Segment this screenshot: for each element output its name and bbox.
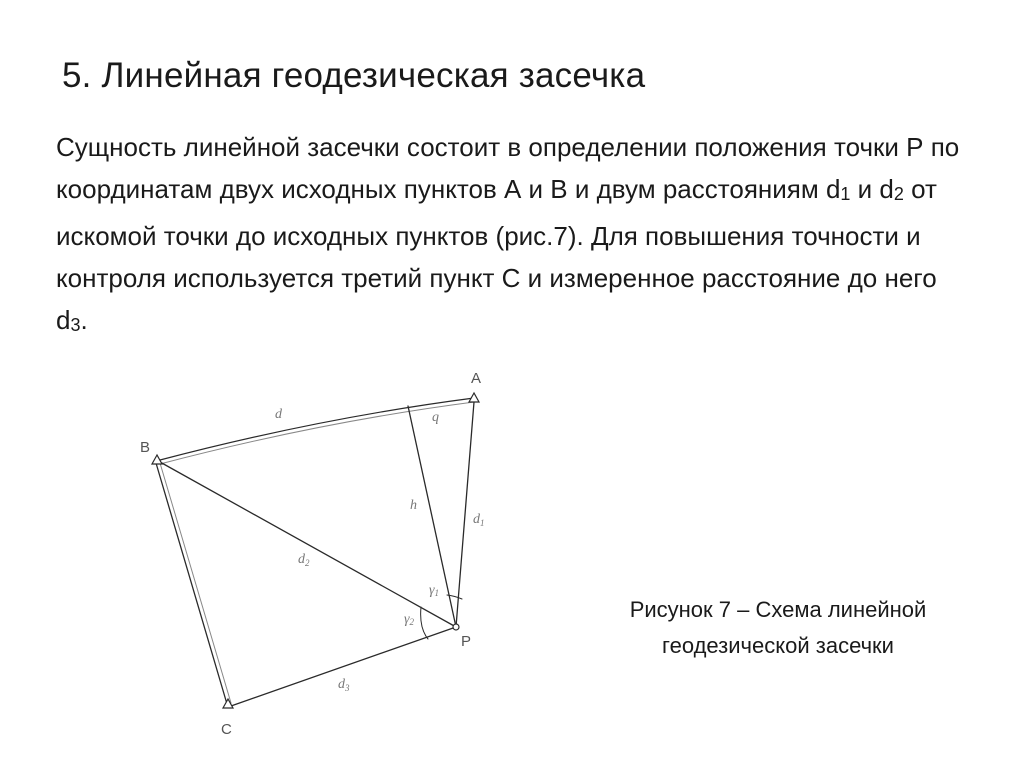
label-gamma1-sub: 1 xyxy=(434,588,440,598)
label-gamma2-sub: 2 xyxy=(409,617,415,627)
label-d3-sub: 3 xyxy=(345,683,350,693)
label-d2-letter: d xyxy=(298,552,305,567)
line-b-p xyxy=(160,462,456,627)
paragraph-part-1: Сущность линейной засечки состоит в определении положения точки Р по координатам двух исходных пунктов А и В и двум расстояниям d xyxy=(56,132,960,204)
line-c-p xyxy=(231,627,456,706)
label-gamma1-letter: γ xyxy=(429,583,435,598)
label-gamma2-letter: γ xyxy=(404,612,410,627)
label-point-b: B xyxy=(140,439,151,456)
label-point-p: P xyxy=(461,633,472,650)
arc-gamma2 xyxy=(421,607,428,639)
label-d3-letter: d xyxy=(338,677,345,692)
label-d1-letter: d xyxy=(473,512,480,527)
line-b-a-outer xyxy=(160,402,474,464)
line-a-p xyxy=(456,402,474,627)
line-b-c xyxy=(156,463,227,704)
figure-caption xyxy=(584,592,972,664)
label-segment-q: q xyxy=(432,410,439,425)
subscript-2: 2 xyxy=(893,184,904,204)
label-d1-sub: 1 xyxy=(480,518,485,528)
label-angle-gamma1 xyxy=(429,583,439,598)
caption-line-2: геодезической засечки xyxy=(662,633,894,658)
subscript-3: 3 xyxy=(70,315,81,335)
label-angle-gamma2 xyxy=(404,612,415,627)
line-b-a xyxy=(160,398,474,460)
point-p-marker xyxy=(453,624,459,630)
paragraph-part-4: . xyxy=(80,305,88,335)
caption-line-1: Рисунок 7 – Схема линейной xyxy=(629,597,927,622)
label-d2-sub: 2 xyxy=(305,558,310,568)
label-point-a: A xyxy=(471,370,482,387)
label-point-c: C xyxy=(221,721,232,738)
label-segment-d3 xyxy=(338,677,350,693)
label-segment-d: d xyxy=(275,407,282,422)
slide-title: 5. Линейная геодезическая засечка xyxy=(62,56,646,95)
subscript-1: 1 xyxy=(840,184,851,204)
line-b-c-outer xyxy=(160,463,231,703)
paragraph-part-3: от искомой точки до исходных пунктов (рис.7). Для повышения точности и контроля используется третий пункт С и измеренное расстояние до него d xyxy=(56,174,937,335)
label-segment-h: h xyxy=(410,498,417,513)
paragraph-part-2: и d xyxy=(850,174,894,204)
point-c-marker xyxy=(223,699,233,708)
label-segment-d1 xyxy=(473,512,485,528)
label-segment-d2 xyxy=(298,552,310,568)
point-a-marker xyxy=(469,393,479,402)
